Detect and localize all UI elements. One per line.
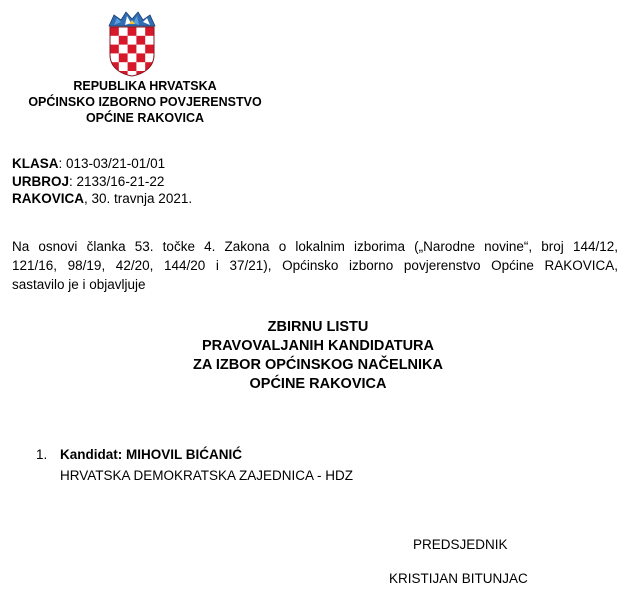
urbroj-label: URBROJ <box>12 173 70 189</box>
signature-name: KRISTIJAN BITUNJAC <box>389 571 528 586</box>
klasa-label: KLASA <box>12 156 59 171</box>
header-line-municipality: OPĆINE RAKOVICA <box>85 111 205 125</box>
klasa-value: : 013-03/21-01/01 <box>58 156 166 171</box>
intro-line-2: 121/16, 98/19, 42/20, 144/20 i 37/21), Općinsko izborno povjerenstvo Općine RAKOVICA, <box>12 258 618 273</box>
intro-line-3: sastavilo je i objavljuje <box>12 277 146 292</box>
document-title <box>0 318 636 394</box>
urbroj-value: : 2133/16-21-22 <box>69 173 165 189</box>
intro-paragraph <box>12 237 618 294</box>
header-line-commission: OPĆINSKO IZBORNO POVJERENSTVO <box>28 95 262 109</box>
place-label: RAKOVICA <box>12 191 85 206</box>
candidate-party: HRVATSKA DEMOKRATSKA ZAJEDNICA - HDZ <box>60 468 354 483</box>
list-item <box>36 444 353 465</box>
title-line-2: PRAVOVALJANIH KANDIDATURA <box>202 338 434 354</box>
coat-of-arms-emblem <box>106 11 158 77</box>
title-line-4: OPĆINE RAKOVICA <box>249 376 387 392</box>
issuer-header <box>0 78 290 126</box>
header-line-republic: REPUBLIKA HRVATSKA <box>73 79 217 93</box>
document-meta <box>12 155 192 208</box>
intro-line-1: Na osnovi članka 53. točke 4. Zakona o lokalnim izborima („Narodne novine“, broj 144/12, <box>12 239 618 254</box>
urbroj-line <box>12 173 192 191</box>
date-value: , 30. travnja 2021. <box>84 191 193 206</box>
crown-icon <box>109 12 155 26</box>
signature-role: PREDSJEDNIK <box>413 537 508 552</box>
candidate-number: 1. <box>36 447 48 462</box>
title-line-1: ZBIRNU LISTU <box>267 319 369 335</box>
candidate-name: Kandidat: MIHOVIL BIĆANIĆ <box>60 447 242 462</box>
title-line-3: ZA IZBOR OPĆINSKOG NAČELNIKA <box>193 357 443 373</box>
klasa-line <box>12 155 192 173</box>
candidate-list <box>36 444 353 486</box>
place-date-line <box>12 190 192 208</box>
